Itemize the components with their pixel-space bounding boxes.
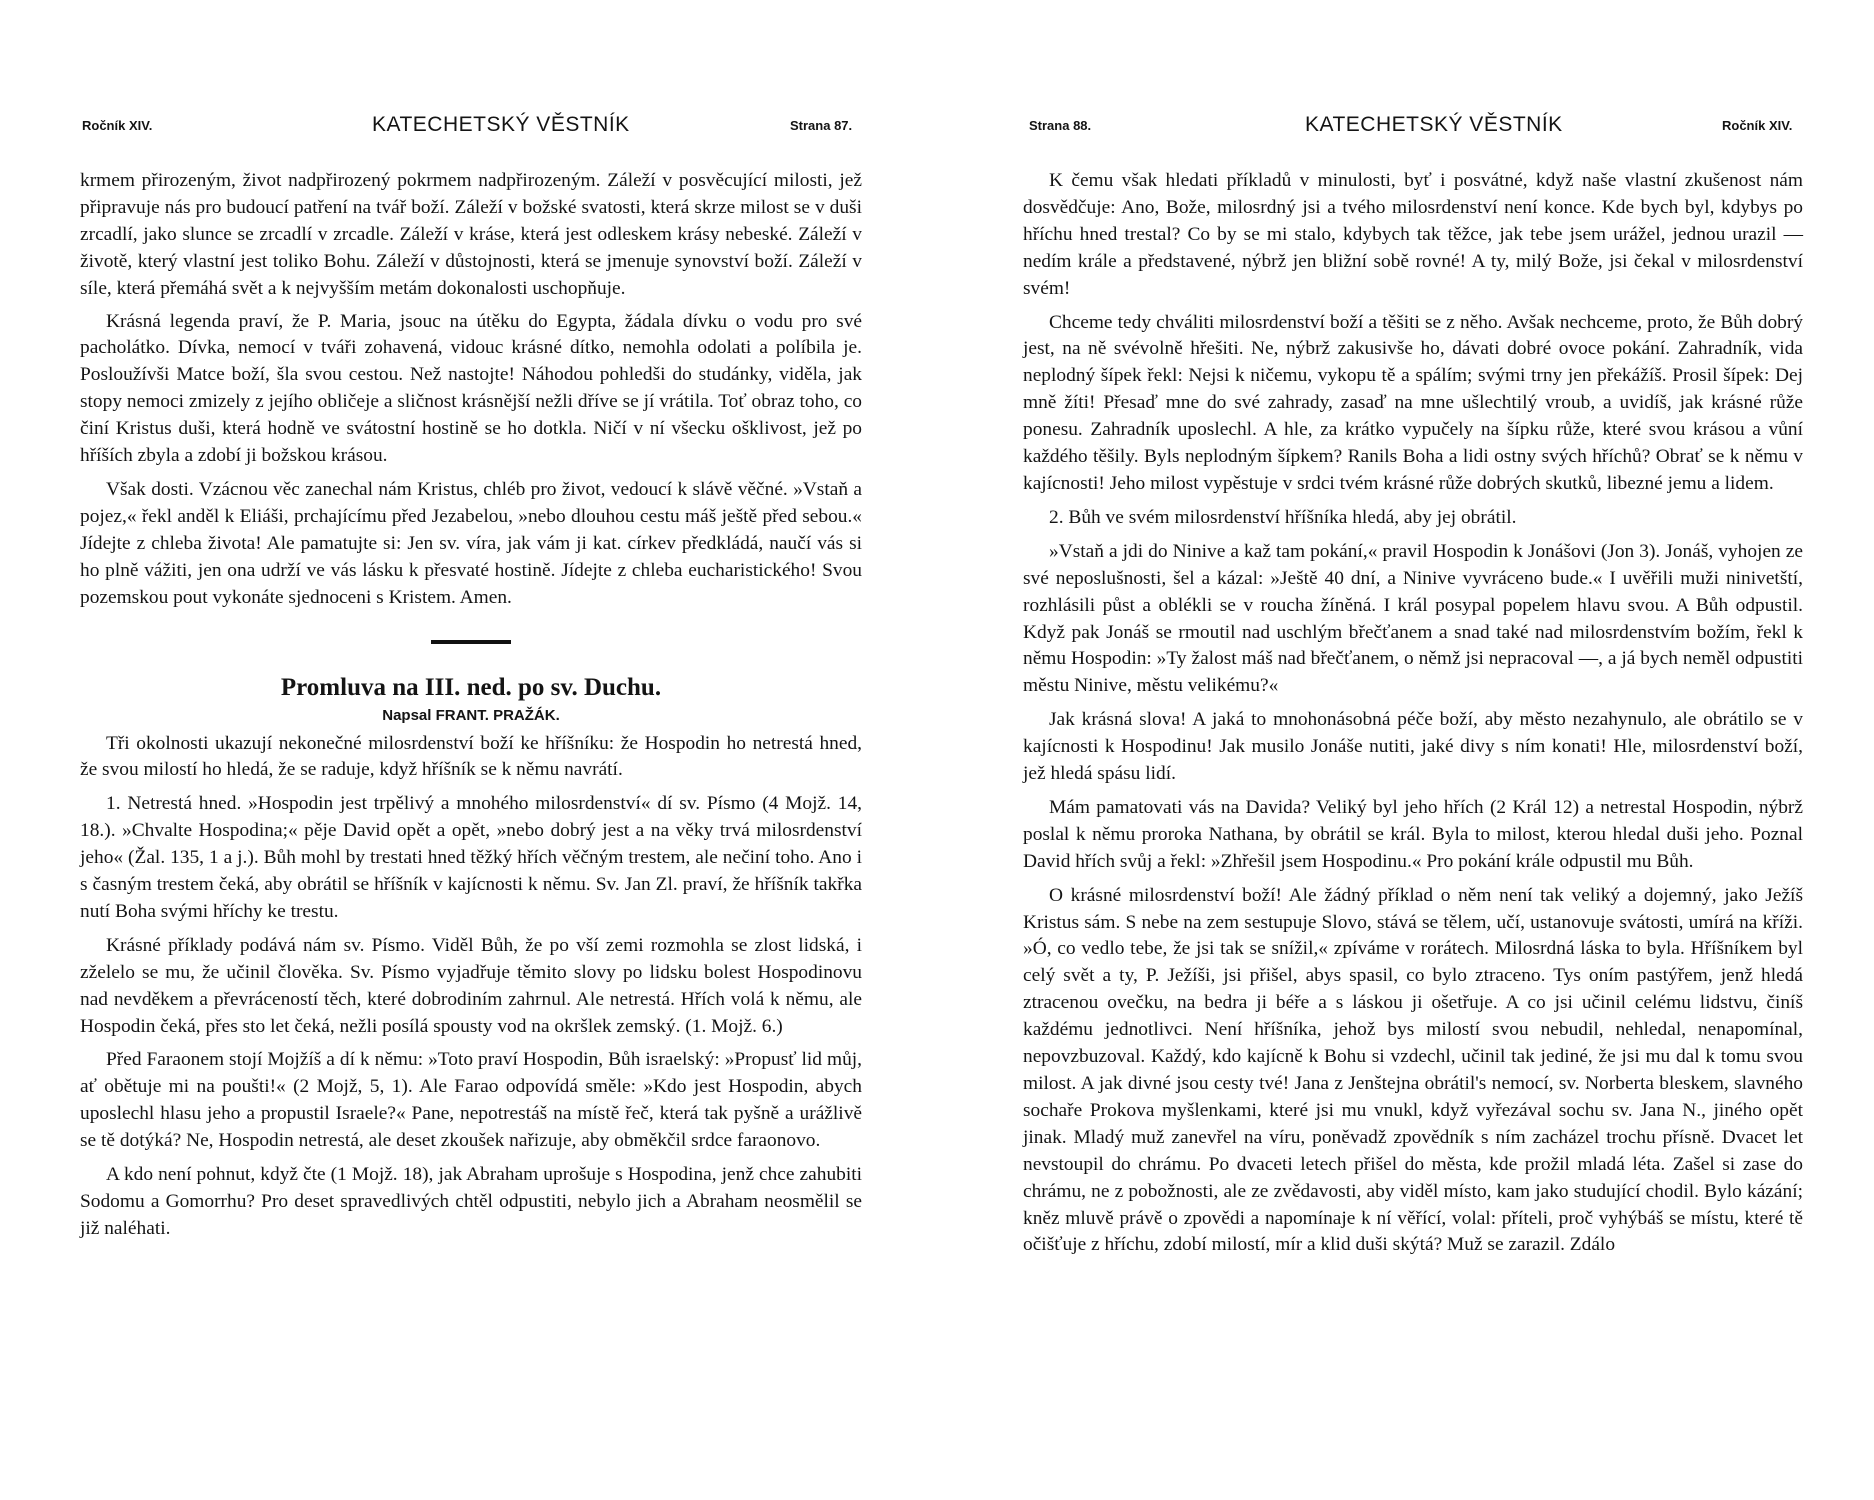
paragraph: Tři okolnosti ukazují nekonečné milosrdenství boží ke hříšníku: že Hospodin ho netrestá hned, že svou milostí ho hledá, že se raduje, když hříšník se k němu navrátí. <box>80 732 862 781</box>
right-text-column <box>1023 168 1803 1266</box>
section-heading: 2. Bůh ve svém milosrdenství hříšníka hledá, aby jej obrátil. <box>1049 506 1517 528</box>
running-head-volume: Ročník XIV. <box>1722 118 1793 133</box>
paragraph: O krásné milosrdenství boží! Ale žádný příklad o něm není tak veliký a dojemný, jako Ježíš Kristus sám. S nebe na zem sestupuje Slovo, stává se tělem, učí, ustanovuje svátosti, umírá na kříži. »Ó, co vedlo tebe, že jsi tak se snížil,« zpíváme v rorátech. Milosrdná láska to byla. Hříšníkem byl celý svět a ty, P. Ježíši, jsi přišel, abys spasil, co bylo ztraceno. Tys oním pastýřem, jenž hledá ztracenou ovečku, na bedra ji béře a s láskou ji ošetřuje. A co jsi učinil celému lidstvu, činíš každému jednotlivci. Není hříšníka, jehož bys milostí svou nebudil, nehledal, nenapomínal, nepovzbuzoval. Každý, kdo kajícně k Bohu si vzdechl, učinil tak jediné, že jsi mu dal k tomu svou milost. A jak divné jsou cesty tvé! Jana z Jenštejna obrátil's nemocí, sv. Norberta bleskem, slavného sochaře Prokova myšlenkami, které jsi mu vnukl, když vyřezával sochu sv. Jana N., jiného opět jinak. Mladý muž zanevřel na víru, poněvadž zpovědník s ním zacházel trochu přísně. Dvacet let nevstoupil do chrámu. Po dvaceti letech přišel do města, kde prožil mladá léta. Zašel si zase do chrámu, ne z pobožnosti, ale ze zvědavosti, aby viděl místo, kam jako studující chodil. Bylo kázání; kněz mluvě právě o zpovědi a napomínaje k ní věřící, volal: příteli, proč vyhýbáš se místu, které tě očišťuje z hříchu, zdobí milostí, mír a klid duši skýtá? Muž se zarazil. Zdálo <box>1023 884 1803 1256</box>
running-head-title: KATECHETSKÝ VĚSTNÍK <box>1305 113 1563 136</box>
left-text-column <box>80 168 862 1250</box>
paragraph: Krásné příklady podává nám sv. Písmo. Viděl Bůh, že po vší zemi rozmohla se zlost lidská, i zželelo se mu, že učinil člověka. Sv. Písmo vyjadřuje těmito slovy po lidsku bolest Hospodinovu nad nevděkem a převráceností těch, které dobrodiním zahrnul. Ale netrestá. Hřích volá k němu, ale Hospodin čeká, přes sto let čeká, nežli posílá spousty vod na okršlek zemský. (1. Mojž. 6.) <box>80 934 862 1037</box>
sermon-title: Promluva na III. ned. po sv. Duchu. <box>280 673 662 701</box>
paragraph: K čemu však hledati příkladů v minulosti, byť i posvátné, když naše vlastní zkušenost nám dosvědčuje: Ano, Bože, milosrdný jsi a tvého milosrdenství není konce. Kde bych byl, kdybys po hříchu hned trestal? Co by se mi stalo, kdybych tak těžce, jak tebe jsem urážel, jednou urazil — nedím krále a představené, nýbrž jen bližní sobě rovné! A ty, milý Bože, jsi čekal v milosrdenství svém! <box>1023 170 1803 299</box>
running-head-page-number: Strana 88. <box>1029 118 1092 133</box>
running-head-page-number: Strana 87. <box>790 118 853 133</box>
paragraph: Jak krásná slova! A jaká to mnohonásobná péče boží, aby město nezahynulo, ale obrátilo se v kajícnosti k Hospodinu! Jak musilo Jonáše nutiti, jaké divy s ním konati! Hle, milosrdenství boží, jež hledá spásu lidí. <box>1023 709 1803 785</box>
running-head-title: KATECHETSKÝ VĚSTNÍK <box>372 113 630 136</box>
right-page <box>937 0 1874 1500</box>
sermon-author: Napsal FRANT. PRAŽÁK. <box>382 706 560 724</box>
section-divider <box>431 640 511 644</box>
running-head-volume: Ročník XIV. <box>82 118 153 133</box>
paragraph: »Vstaň a jdi do Ninive a kaž tam pokání,« pravil Hospodin k Jonášovi (Jon 3). Jonáš, vyhojen ze své neposlušnosti, šel a kázal: »Ještě 40 dní, a Ninive vyvráceno bude.« I uvěřili muži ninivetští, rozhlásili půst a oblékli se v roucha žíněná. I král posypal popelem hlavu svou. A Bůh odpustil. Když pak Jonáš se rmoutil nad uschlým břečťanem a snad také nad milosrdenstvím božím, řekl k němu Hospodin: »Ty žalost máš nad břečťanem, o němž jsi nepracoval —, a já bych neměl odpustiti městu Ninive, městu velikému?« <box>1023 540 1803 697</box>
paragraph: Před Faraonem stojí Mojžíš a dí k němu: »Toto praví Hospodin, Bůh israelský: »Propusť lid můj, ať obětuje mi na poušti!« (2 Mojž, 5, 1). Ale Farao odpovídá směle: »Kdo jest Hospodin, abych uposlechl hlasu jeho a propustil Israele?« Pane, nepotrestáš na místě řeč, která tak pyšně a urážlivě se tě dotýká? Ne, Hospodin netrestá, ale deset zkoušek nařizuje, aby obměkčil srdce faraonovo. <box>80 1049 862 1152</box>
paragraph: Mám pamatovati vás na Davida? Veliký byl jeho hřích (2 Král 12) a netrestal Hospodin, nýbrž poslal k němu proroka Nathana, by obrátil se král. Byla to milost, kterou hledal duši jeho. Poznal David hřích svůj a řekl: »Zhřešil jsem Hospodinu.« Pro pokání krále odpustil mu Bůh. <box>1023 796 1803 872</box>
paragraph: A kdo není pohnut, když čte (1 Mojž. 18), jak Abraham uprošuje s Hospodina, jenž chce zahubiti Sodomu a Gomorrhu? Pro deset spravedlivých chtěl odpustiti, nebylo jich a Abraham neosmělil se již naléhati. <box>80 1164 862 1239</box>
paragraph: Chceme tedy chváliti milosrdenství boží a těšiti se z něho. Avšak nechceme, proto, že Bůh dobrý jest, na ně svévolně hřešiti. Ne, nýbrž zakusivše ho, dávati dobré ovoce pokání. Zahradník, vida neplodný šípek řekl: Nejsi k ničemu, vykopu tě a spálím; svými trny jen překážíš. Prosil šípek: Dej mně žíti! Přesaď mne do své zahrady, zasaď na mne ušlechtilý vroub, a uvidíš, jak krásné růže ponesu. Zahradník uposlechl. A hle, za krátko vypučely na šípku růže, které svou krásou a vůní každého těšily. Byls neplodným šípkem? Ranils Boha a lidi ostny svých hříchů? Obrať se k němu v kajícnosti! Jeho milost vypěstuje v srdci tvém krásné růže dobrých skutků, libezné jemu a lidem. <box>1023 311 1803 494</box>
paragraph: krmem přirozeným, život nadpřirozený pokrmem nadpřirozeným. Záleží v posvěcující milosti, jež připravuje nás pro budoucí patření na tvář boží. Záleží v božské svatosti, která skrze milost se v duši zrcadlí, jako slunce se zrcadlí v zrcadle. Záleží v kráse, která jest odleskem krásy nebeské. Záleží v životě, který vlastní jest toliko Bohu. Záleží v důstojnosti, která se jmenuje synovství boží. Záleží v síle, která přemáhá svět a k nejvyšším metám dokonalosti uschopňuje. <box>80 170 862 299</box>
paragraph: Krásná legenda praví, že P. Maria, jsouc na útěku do Egypta, žádala dívku o vodu pro své pacholátko. Dívka, nemocí v tváři zohavená, vidouc krásné dítko, nemohla odolati a políbila je. Posloužívši Matce boží, šla svou cestou. Než nastojte! Náhodou pohledši do studánky, viděla, jak stopy nemoci zmizely z jejího obličeje a sličnost krásnější nežli dříve se jí vrátila. Toť obraz toho, co činí Kristus duši, která hodně ve svátostní hostině se ho dotkla. Ničí v ní všecku ošklivost, jež po hříších zbyla a zdobí ji božskou krásou. <box>80 310 862 467</box>
paragraph: 1. Netrestá hned. »Hospodin jest trpělivý a mnohého milosrdenství« dí sv. Písmo (4 Mojž. 14, 18.). »Chvalte Hospodina;« pěje David opět a opět, »nebo dobrý jest a na věky trvá milosrdenství jeho« (Žal. 135, 1 a j.). Bůh mohl by trestati hned těžký hřích věčným trestem, ale nečiní toho. Ano i s časným trestem čeká, aby obrátil se hříšník v kajícnosti k němu. Sv. Jan Zl. praví, že hříšník takřka nutí Boha svými hříchy ke trestu. <box>80 793 862 922</box>
paragraph: Však dosti. Vzácnou věc zanechal nám Kristus, chléb pro život, vedoucí k slávě věčné. »Vstaň a pojez,« řekl anděl k Eliáši, prchajícímu před Jezabelou, »nebo dlouhou cestu máš ještě před sebou.« Jídejte z chleba života! Ale pamatujte si: Jen sv. víra, jak vám ji kat. církev předkládá, naučí vás si ho plně vážiti, jen ona udrží ve vás lásku k přesvaté hostině. Jídejte z chleba eucharistického! Svou pozemskou pout vykonáte sjednoceni s Kristem. Amen. <box>80 478 862 608</box>
